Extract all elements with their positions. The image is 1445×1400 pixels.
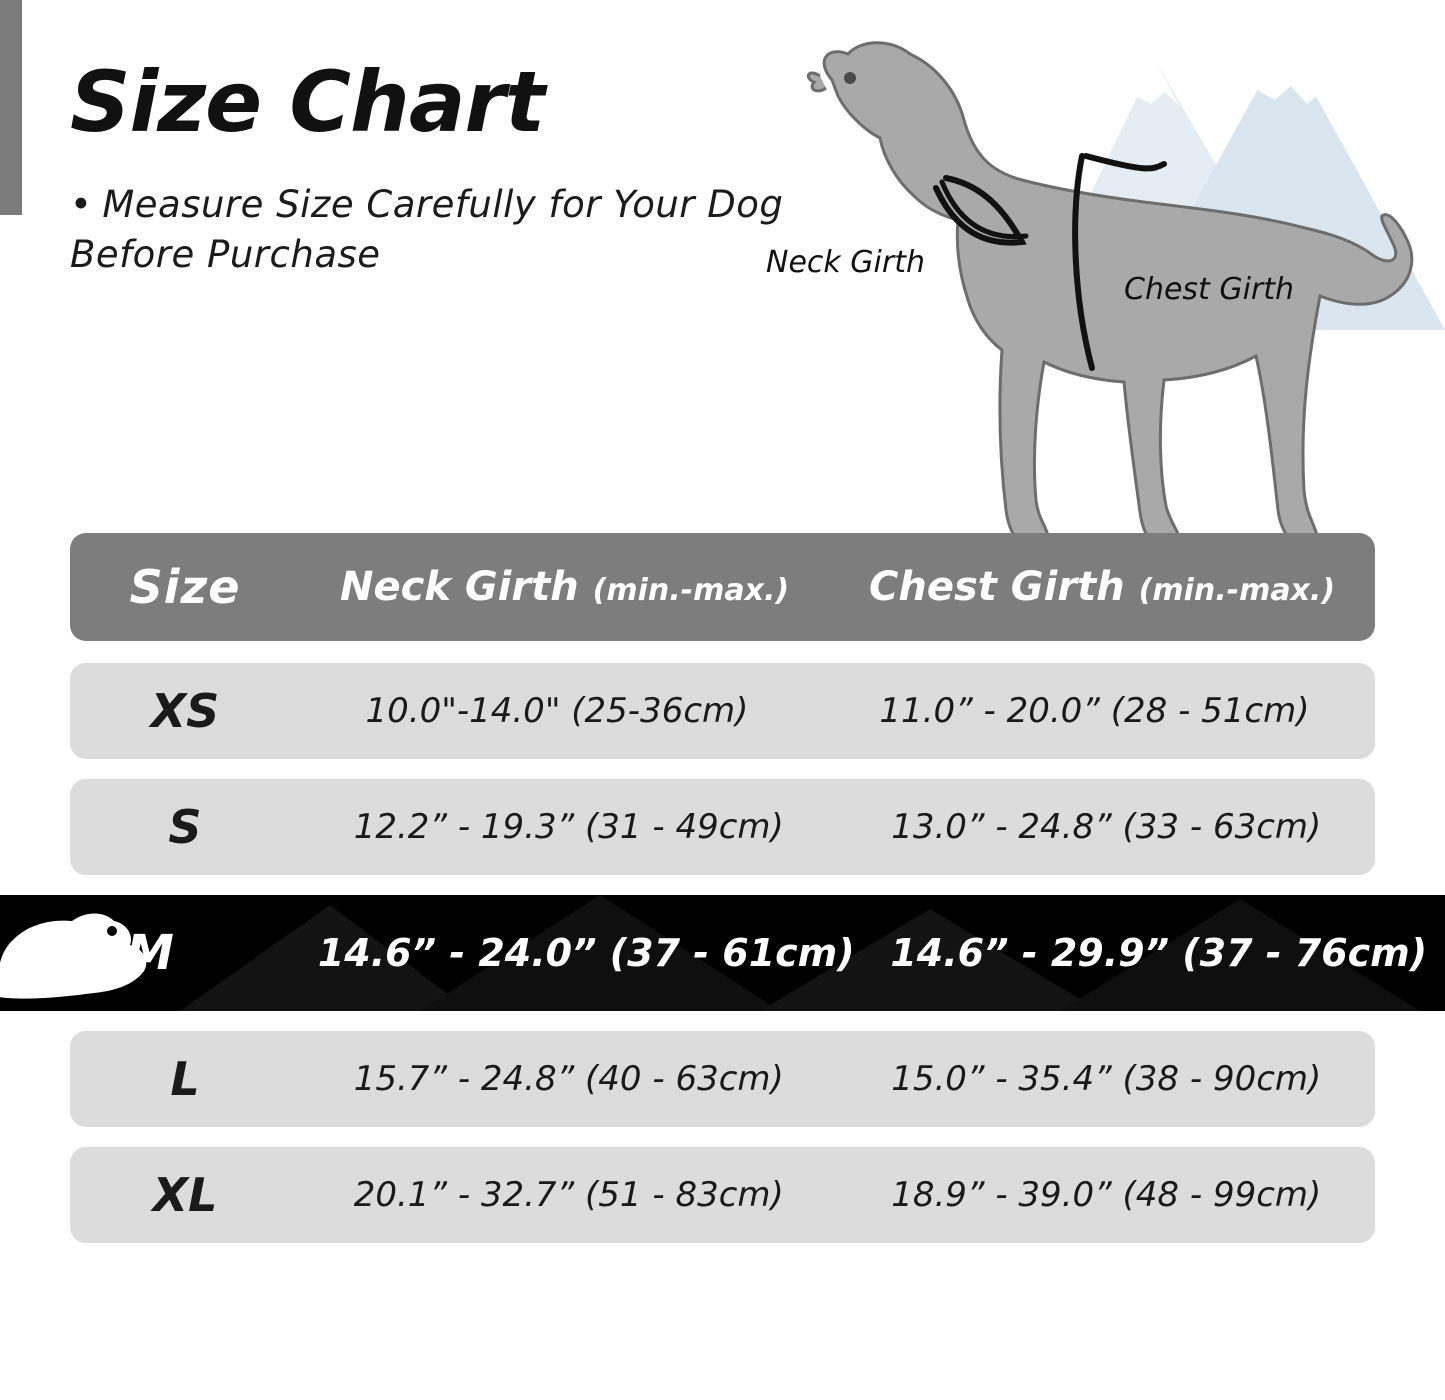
chest-girth-label: Chest Girth: [1124, 272, 1295, 307]
row-neck-girth: 10.0"-14.0" (25-36cm): [365, 691, 749, 731]
dog-illustration: [760, 20, 1440, 565]
header-block: [70, 53, 790, 279]
table-row: [70, 1031, 1375, 1127]
row-size: XS: [150, 684, 220, 738]
row-neck-girth: 14.6” - 24.0” (37 - 61cm): [317, 931, 855, 975]
column-header-chest-sub: (min.-max.): [1138, 573, 1336, 608]
row-chest-girth: 18.9” - 39.0” (48 - 99cm): [891, 1175, 1322, 1215]
instruction-label: Measure Size Carefully for Your Dog Before Purchase: [70, 183, 784, 276]
neck-girth-label: Neck Girth: [766, 245, 925, 280]
column-header-chest-label: Chest Girth: [868, 564, 1125, 610]
size-chart-table: [0, 533, 1445, 1263]
column-header-neck: [300, 564, 829, 610]
table-row-highlighted: [0, 895, 1445, 1011]
row-neck-girth: 20.1” - 32.7” (51 - 83cm): [353, 1175, 784, 1215]
page-title: Size Chart: [70, 53, 545, 151]
table-header-row: [70, 533, 1375, 641]
table-row: [70, 779, 1375, 875]
row-neck-girth: 12.2” - 19.3” (31 - 49cm): [353, 807, 784, 847]
row-chest-girth: 14.6” - 29.9” (37 - 76cm): [890, 931, 1428, 975]
column-header-neck-sub: (min.-max.): [592, 573, 790, 608]
column-header-neck-label: Neck Girth: [339, 564, 579, 610]
table-row: [70, 663, 1375, 759]
row-chest-girth: 15.0” - 35.4” (38 - 90cm): [891, 1059, 1322, 1099]
bullet-marker-icon: •: [70, 183, 93, 227]
column-header-chest: [829, 564, 1375, 610]
row-neck-girth: 15.7” - 24.8” (40 - 63cm): [353, 1059, 784, 1099]
row-size: M: [126, 925, 174, 981]
row-size: S: [168, 800, 202, 854]
row-size: L: [170, 1052, 200, 1106]
table-row: [70, 1147, 1375, 1243]
row-size: XL: [152, 1168, 218, 1222]
left-accent-bar: [0, 0, 22, 215]
column-header-size: Size: [129, 560, 241, 614]
row-chest-girth: 13.0” - 24.8” (33 - 63cm): [891, 807, 1322, 847]
instruction-text: [70, 180, 790, 279]
row-chest-girth: 11.0” - 20.0” (28 - 51cm): [879, 691, 1310, 731]
